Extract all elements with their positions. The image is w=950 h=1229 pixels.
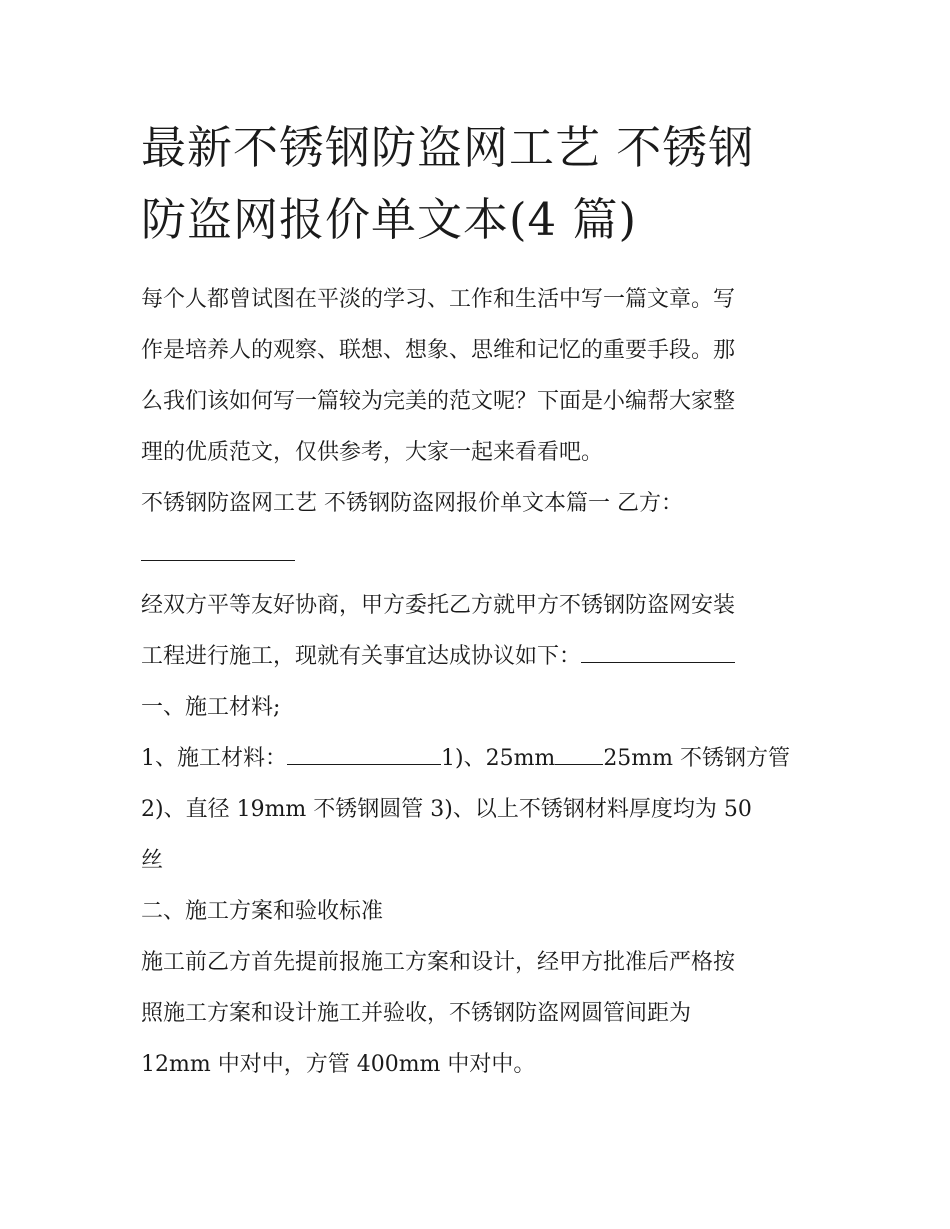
- materials-paragraph: [141, 733, 813, 886]
- title-line-1: 最新不锈钢防盗网工艺 不锈钢: [141, 121, 755, 174]
- title-line-2: 防盗网报价单文本(4 篇): [141, 193, 638, 246]
- agreement-line-2: [141, 631, 813, 682]
- intro-line-3: 么我们该如何写一篇较为完美的范文呢？下面是小编帮大家整: [141, 389, 736, 414]
- agreement-blank: [581, 642, 735, 663]
- materials-line-1c: 25mm 不锈钢方管: [603, 746, 791, 771]
- materials-line-2: 2)、直径 19mm 不锈钢圆管 3)、以上不锈钢材料厚度均为 50: [141, 797, 752, 822]
- plan-paragraph: [141, 937, 813, 1090]
- section-heading: 不锈钢防盗网工艺 不锈钢防盗网报价单文本篇一 乙方：: [141, 491, 683, 516]
- materials-blank: [287, 744, 441, 765]
- materials-heading: 一、施工材料;: [141, 695, 281, 720]
- intro-line-4: 理的优质范文，仅供参考，大家一起来看看吧。: [141, 440, 604, 465]
- size-blank: [555, 744, 603, 765]
- intro-line-1: 每个人都曾试图在平淡的学习、工作和生活中写一篇文章。写: [141, 287, 736, 312]
- intro-paragraph: [141, 274, 813, 478]
- materials-line-1b: 1)、25mm: [441, 746, 556, 771]
- materials-line-1a: 1、施工材料：: [141, 746, 287, 771]
- plan-line-2: 照施工方案和设计施工并验收，不锈钢防盗网圆管间距为: [141, 1001, 692, 1026]
- party-b-blank-line: [141, 529, 813, 580]
- party-b-blank: [141, 540, 295, 561]
- plan-heading: 二、施工方案和验收标准: [141, 899, 384, 924]
- document-page: [141, 112, 813, 1090]
- plan-line-1: 施工前乙方首先提前报施工方案和设计，经甲方批准后严格按: [141, 950, 736, 975]
- intro-line-2: 作是培养人的观察、联想、想象、思维和记忆的重要手段。那: [141, 338, 736, 363]
- agreement-paragraph: [141, 580, 813, 682]
- materials-line-3: 丝: [141, 848, 164, 873]
- document-title: [141, 112, 813, 256]
- agreement-line-1: 经双方平等友好协商，甲方委托乙方就甲方不锈钢防盗网安装: [141, 593, 736, 618]
- plan-line-3: 12mm 中对中，方管 400mm 中对中。: [141, 1052, 536, 1077]
- materials-line-1: [141, 733, 813, 784]
- agreement-line-2-text: 工程进行施工，现就有关事宜达成协议如下：: [141, 644, 582, 669]
